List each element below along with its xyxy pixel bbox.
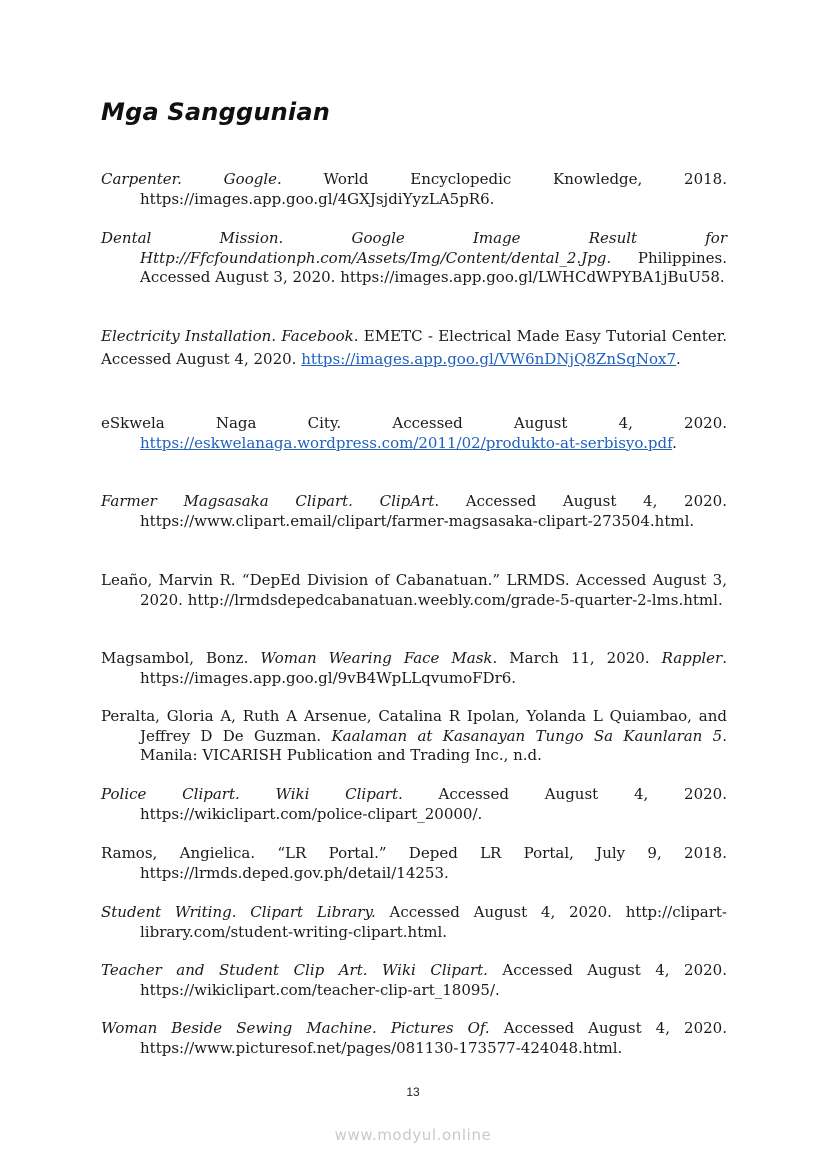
reference-electricity-installation: Electricity Installation. Facebook. EMETC - Electrical Made Easy Tutorial Center. Accessed August 4, 2020. https://images.app.goo.gl/VW6nDNjQ8ZnSqNox7. — [101, 327, 727, 368]
reference-dental-mission: Dental Mission. Google Image Result for Http://Ffcfoundationph.com/Assets/Img/Content/dental_2.Jpg. Philippines. Accessed August 3, 2020. https://images.app.goo.gl/LWHCdWPYBA1jBuU58. — [101, 229, 727, 287]
reference-teacher-student: Teacher and Student Clip Art. Wiki Clipart. Accessed August 4, 2020. https://wikiclipart.com/teacher-clip-art_18095/. — [101, 961, 727, 999]
reference-eskwela: eSkwela Naga City. Accessed August 4, 2020. https://eskwelanaga.wordpress.com/2011/02/produkto-at-serbisyo.pdf. — [101, 414, 727, 452]
eskwela-link[interactable]: https://eskwelanaga.wordpress.com/2011/02/produkto-at-serbisyo.pdf — [140, 433, 673, 452]
reference-woman-sewing: Woman Beside Sewing Machine. Pictures Of. Accessed August 4, 2020. https://www.picturesof.net/pages/081130-173577-424048.html. — [101, 1019, 727, 1057]
reference-police-clipart: Police Clipart. Wiki Clipart. Accessed August 4, 2020. https://wikiclipart.com/police-clipart_20000/. — [101, 785, 727, 823]
page-number: 13 — [406, 1085, 420, 1099]
reference-ramos: Ramos, Angielica. “LR Portal.” Deped LR Portal, July 9, 2018. https://lrmds.deped.gov.ph/detail/14253. — [101, 844, 727, 882]
reference-magsambol: Magsambol, Bonz. Woman Wearing Face Mask. March 11, 2020. Rappler. https://images.app.goo.gl/9vB4WpLLqvumoFDr6. — [101, 649, 728, 687]
reference-farmer-magsasaka: Farmer Magsasaka Clipart. ClipArt. Accessed August 4, 2020. https://www.clipart.email/clipart/farmer-magsasaka-clipart-273504.html. — [101, 492, 727, 530]
reference-leano: Leaño, Marvin R. “DepEd Division of Cabanatuan.” LRMDS. Accessed August 3, 2020. http://lrmdsdepedcabanatuan.weebly.com/grade-5-quarter-2-lms.html. — [101, 571, 727, 609]
reference-carpenter: Carpenter. Google. World Encyclopedic Knowledge, 2018. https://images.app.goo.gl/4GXJsjdiYyzLA5pR6. — [101, 170, 727, 208]
page-title: Mga Sanggunian — [101, 98, 331, 126]
electricity-link[interactable]: https://images.app.goo.gl/VW6nDNjQ8ZnSqNox7 — [301, 349, 677, 368]
watermark: www.modyul.online — [334, 1126, 492, 1144]
reference-peralta: Peralta, Gloria A, Ruth A Arsenue, Catalina R Ipolan, Yolanda L Quiambao, and Jeffrey D De Guzman. Kaalaman at Kasanayan Tungo Sa Kaunlaran 5. Manila: VICARISH Publication and Trading Inc., n.d. — [101, 707, 727, 765]
reference-student-writing: Student Writing. Clipart Library. Accessed August 4, 2020. http://clipart-library.com/student-writing-clipart.html. — [101, 903, 728, 941]
